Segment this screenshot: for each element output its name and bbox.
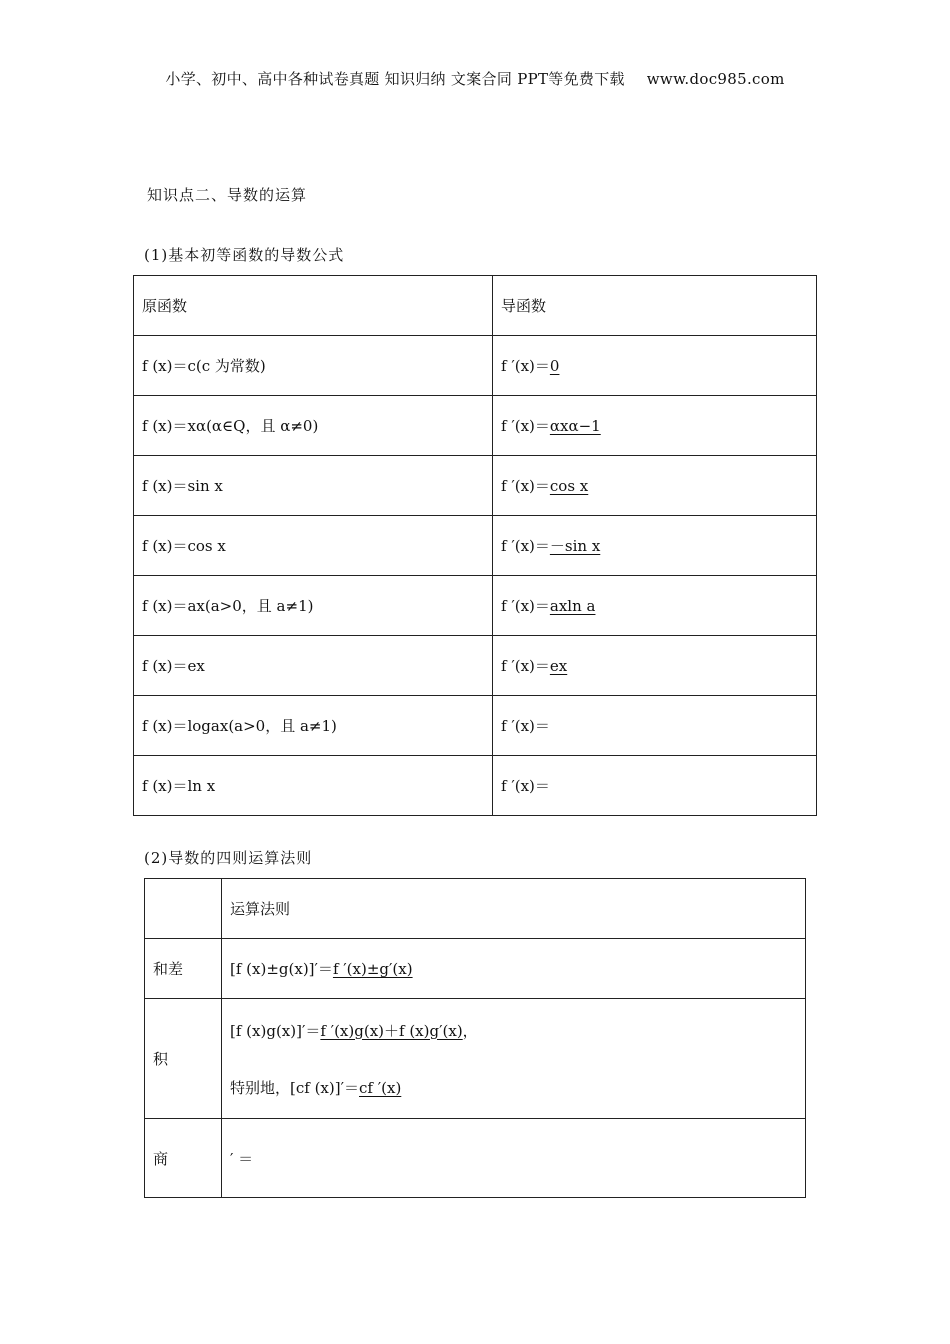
derivative-prefix: f ′(x)＝: [501, 657, 550, 675]
rule-prefix: [f (x)±g(x)]′＝: [230, 960, 333, 978]
original-function: f (x)＝c(c 为常数): [134, 336, 493, 396]
rule-label-quotient: 商: [145, 1119, 222, 1198]
derivative-answer: －sin x: [549, 537, 601, 555]
table-row: [134, 396, 817, 456]
original-function: f (x)＝ln x: [134, 756, 493, 816]
rule-answer: cf ′(x): [359, 1078, 402, 1097]
derivative-function: [493, 696, 817, 756]
table1-title: (1)基本初等函数的导数公式: [144, 246, 345, 264]
table-row: [134, 696, 817, 756]
derivative-rules-table: [144, 878, 806, 1198]
derivative-prefix: f ′(x)＝: [501, 417, 550, 435]
derivative-function: [493, 336, 817, 396]
original-function: f (x)＝logax(a>0，且 a≠1): [134, 696, 493, 756]
rule-label-product: 积: [145, 999, 222, 1119]
rule-sum: [222, 939, 806, 999]
derivative-function: [493, 636, 817, 696]
derivative-prefix: f ′(x)＝: [501, 357, 550, 375]
table2-title: (2)导数的四则运算法则: [144, 849, 313, 867]
derivative-prefix: f ′(x)＝: [501, 777, 550, 795]
derivative-prefix: f ′(x)＝: [501, 477, 550, 495]
derivative-answer: ex: [549, 657, 568, 675]
original-function: f (x)＝ax(a>0，且 a≠1): [134, 576, 493, 636]
rule-answer: f ′(x)±g′(x): [332, 960, 413, 978]
product-line-2: [230, 1077, 805, 1098]
derivative-prefix: f ′(x)＝: [501, 597, 550, 615]
derivative-function: [493, 756, 817, 816]
table-row: [145, 1119, 806, 1198]
derivative-answer: cos x: [549, 477, 589, 495]
empty-header-cell: [145, 879, 222, 939]
table-row: [145, 939, 806, 999]
table-header-row: [145, 879, 806, 939]
table-header-row: [134, 276, 817, 336]
table-row: [134, 756, 817, 816]
derivative-answer: αxα−1: [549, 417, 601, 435]
derivative-prefix: f ′(x)＝: [501, 717, 550, 735]
original-function: f (x)＝sin x: [134, 456, 493, 516]
derivative-function: [493, 516, 817, 576]
derivative-formula-table: [133, 275, 817, 816]
rule-product: [222, 999, 806, 1119]
header-rules: 运算法则: [222, 879, 806, 939]
section-title: 知识点二、导数的运算: [147, 186, 308, 204]
rule-quotient: ′ ＝: [222, 1119, 806, 1198]
page-header: [0, 68, 950, 89]
header-text: 小学、初中、高中各种试卷真题 知识归纳 文案合同 PPT等免费下载: [165, 70, 625, 88]
rule-prefix: 特别地，[cf (x)]′＝: [230, 1078, 359, 1097]
table-row: [145, 999, 806, 1119]
derivative-answer: axln a: [549, 597, 596, 615]
header-original: 原函数: [134, 276, 493, 336]
derivative-function: [493, 576, 817, 636]
derivative-answer: 0: [549, 357, 560, 375]
table-row: [134, 636, 817, 696]
header-site: www.doc985.com: [646, 70, 785, 88]
derivative-function: [493, 396, 817, 456]
table-row: [134, 516, 817, 576]
original-function: f (x)＝xα(α∈Q，且 α≠0): [134, 396, 493, 456]
product-line-1: [230, 1020, 805, 1041]
table-row: [134, 456, 817, 516]
rule-suffix: ，: [462, 1021, 478, 1040]
rule-answer: f ′(x)g(x)＋f (x)g′(x): [320, 1021, 463, 1040]
original-function: f (x)＝cos x: [134, 516, 493, 576]
derivative-prefix: f ′(x)＝: [501, 537, 550, 555]
header-derivative: 导函数: [493, 276, 817, 336]
original-function: f (x)＝ex: [134, 636, 493, 696]
rule-label-sum: 和差: [145, 939, 222, 999]
table-row: [134, 336, 817, 396]
table-row: [134, 576, 817, 636]
rule-prefix: [f (x)g(x)]′＝: [230, 1021, 321, 1040]
derivative-function: [493, 456, 817, 516]
